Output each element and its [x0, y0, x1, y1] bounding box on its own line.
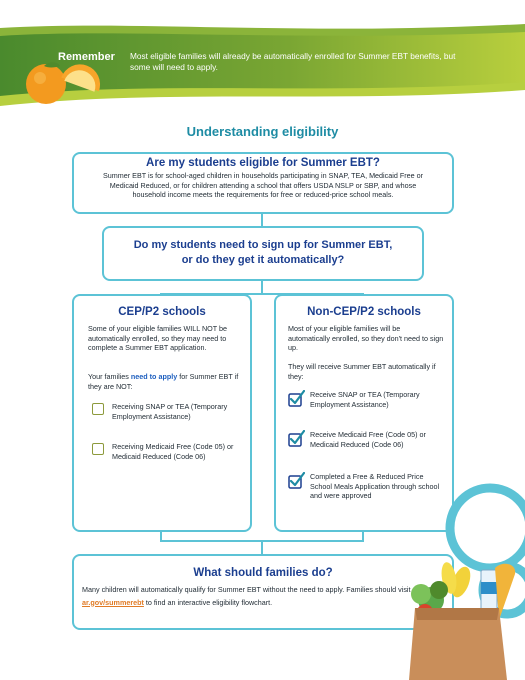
eligibility-heading: Are my students eligible for Summer EBT? [146, 157, 380, 169]
non-cep-schools-box [274, 294, 454, 532]
section-title: Understanding eligibility [186, 124, 339, 139]
empty-checkbox-icon [92, 403, 104, 415]
orange-fruit-icon [22, 60, 102, 112]
need-to-apply-emphasis: need to apply [130, 372, 178, 381]
connector-line [261, 212, 263, 227]
cep-schools-box [72, 294, 252, 532]
grocery-bag-icon [395, 560, 525, 680]
families-heading: What should families do? [193, 567, 333, 579]
cep-item-text: Receiving SNAP or TEA (Temporary Employment Assistance) [112, 402, 228, 421]
families-text-before: Many children will automatically qualify for Summer EBT without the need to apply. Families should visit [82, 585, 411, 594]
non-cep-item [288, 472, 444, 501]
cep-lead [88, 372, 240, 391]
checked-box-icon [288, 472, 305, 489]
signup-question-line1: Do my students need to sign up for Summer EBT, [133, 239, 393, 251]
checked-box-icon [288, 390, 305, 407]
eligibility-body: Summer EBT is for school-aged children in households participating in SNAP, TEA, Medicaid Free or Medicaid Reduced, or for children attending a school that offers USDA NSLP or SBP, and whose household income meets the requirements for free or reduced-price school meals. [103, 171, 423, 200]
cep-item-text: Receiving Medicaid Free (Code 05) or Medicaid Reduced (Code 06) [112, 442, 234, 461]
signup-question-line2: or do they get it automatically? [181, 254, 345, 266]
non-cep-item [288, 430, 444, 449]
summerebt-link[interactable]: ar.gov/summerebt [82, 597, 144, 607]
non-cep-item-text: Completed a Free & Reduced Price School Meals Application through school and were approved [310, 472, 440, 501]
cep-intro: Some of your eligible families WILL NOT be automatically enrolled, so they may need to complete a Summer EBT application. [88, 324, 228, 353]
connector-line [261, 280, 263, 294]
cep-lead-text: Your families [88, 372, 131, 381]
non-cep-intro: Most of your eligible families will be automatically enrolled, so they don't need to sign up. [288, 324, 444, 353]
eligibility-box [72, 152, 454, 214]
remember-label: Remember [58, 51, 115, 63]
families-text [82, 584, 422, 609]
cep-heading: CEP/P2 schools [118, 306, 206, 318]
non-cep-lead: They will receive Summer EBT automatically if they: [288, 362, 436, 381]
checked-box-icon [288, 430, 305, 447]
signup-question-box [102, 226, 424, 281]
cep-item [92, 442, 240, 461]
non-cep-item-text: Receive SNAP or TEA (Temporary Employment Assistance) [310, 390, 420, 409]
remember-banner [0, 0, 525, 112]
non-cep-item [288, 390, 444, 409]
connector-line [261, 540, 263, 554]
families-text-after: to find an interactive eligibility flowchart. [143, 597, 273, 607]
cep-lead-text-after: for Summer EBT if they are NOT: [88, 372, 239, 391]
non-cep-heading: Non-CEP/P2 schools [307, 306, 421, 318]
empty-checkbox-icon [92, 443, 104, 455]
cep-item [92, 402, 240, 421]
remember-text: Most eligible families will already be automatically enrolled for Summer EBT benefits, but some will need to apply. [130, 51, 456, 72]
non-cep-item-text: Receive Medicaid Free (Code 05) or Medicaid Reduced (Code 06) [310, 430, 426, 449]
